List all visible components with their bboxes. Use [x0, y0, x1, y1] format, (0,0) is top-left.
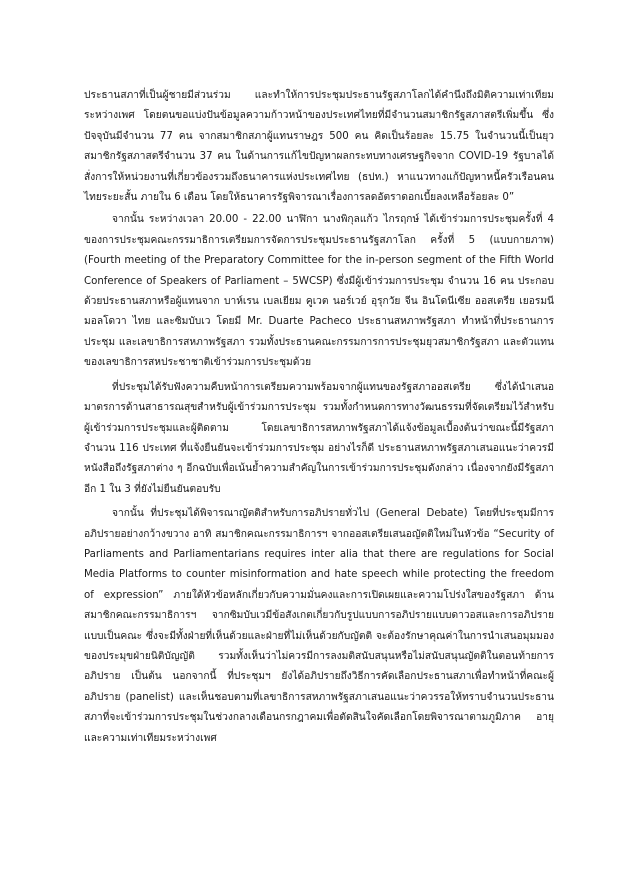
paragraph-3: ที่ประชุมได้รับฟังความคืบหน้าการเตรียมความพร้อมจากผู้แทนของรัฐสภาออสเตรีย ซึ่งได้นำเสนอมาตรการด้านสาธารณสุขสำหรับผู้เข้าร่วมการประชุม รวมทั้งกำหนดการทางวัฒนธรรมที่จัดเตรียมไว้สำหรับผู้เข้าร่วมการประชุมและผู้ติดตาม โดยเลขาธิการสหภาพรัฐสภาได้แจ้งข้อมูลเบื้องต้นว่าขณะนี้มีรัฐสภาจำนวน 116 ประเทศ ที่แจ้งยืนยันจะเข้าร่วมการประชุม อย่างไรก็ดี ประธานสหภาพรัฐสภาเสนอแนะว่าควรมีหนังสือถึงรัฐสภาต่าง ๆ อีกฉบับเพื่อเน้นย้ำความสำคัญในการเข้าร่วมการประชุมดังกล่าว เนื่องจากยังมีรัฐสภาอีก 1 ใน 3 ที่ยังไม่ยืนยันตอบรับ — [84, 381, 554, 495]
paragraph-1: ประธานสภาที่เป็นผู้ชายมีส่วนร่วม และทำให้การประชุมประธานรัฐสภาโลกได้คำนึงถึงมิติความเท่าเทียมระหว่างเพศ โดยตนขอแบ่งปันข้อมูลความก้าวหน้าของประเทศไทยที่มีจำนวนสมาชิกรัฐสภาสตรีเพิ่มขึ้น ซึ่งปัจจุบันมีจำนวน 77 คน จากสมาชิกสภาผู้แทนราษฎร 500 คน คิดเป็นร้อยละ 15.75 ในจำนวนนี้เป็นยุวสมาชิกรัฐสภาสตรีจำนวน 37 คน ในด้านการแก้ไขปัญหาผลกระทบทางเศรษฐกิจจาก COVID-19 รัฐบาลได้สั่งการให้หน่วยงานที่เกี่ยวข้องรวมถึงธนาคารแห่งประเทศไทย (ธปท.) หาแนวทางแก้ปัญหาหนี้ครัวเรือนคนไทยระยะสั้น ภายใน 6 เดือน โดยให้ธนาคารรัฐพิจารณาเรื่องการลดอัตราดอกเบี้ยลงเหลือร้อยละ 0” — [84, 90, 554, 204]
paragraph-2: จากนั้น ระหว่างเวลา 20.00 - 22.00 นาฬิกา นางพิกุลแก้ว ไกรฤกษ์ ได้เข้าร่วมการประชุมครั้งที่ 4 ของการประชุมคณะกรรมาธิการเตรียมการจัดการประชุมประธานรัฐสภาโลก ครั้งที่ 5 (แบบกายภาพ) (Fourth meeting of the Preparatory Committee for the in-person segment of the Fifth World Conference of Speakers of Parliament – 5WCSP) ซึ่งมีผู้เข้าร่วมการประชุม จำนวน 16 คน ประกอบด้วยประธานสภาหรือผู้แทนจาก บาห์เรน เบลเยียม คูเวต นอร์เวย์ อุรุกวัย จีน อินโดนีเซีย ออสเตรีย เยอรมนี มอลโดวา ไทย และซิมบับเว โดยมี Mr. Duarte Pacheco ประธานสหภาพรัฐสภา ทำหน้าที่ประธานการประชุม และเลขาธิการสหภาพรัฐสภา รวมทั้งประธานคณะกรรมการการประชุมยุวสมาชิกรัฐสภา และตัวแทนของเลขาธิการสหประชาชาติเข้าร่วมการประชุมด้วย — [84, 214, 554, 369]
paragraph-4: จากนั้น ที่ประชุมได้พิจารณาญัตติสำหรับการอภิปรายทั่วไป (General Debate) โดยที่ประชุมมีการอภิปรายอย่างกว้างขวาง อาทิ สมาชิกคณะกรรมาธิการฯ จากออสเตรียเสนอญัตติใหม่ในหัวข้อ “Security of Parliaments and Parliamentarians requires inter alia that there are regulations for Social Media Platforms to counter misinformation and hate speech while protecting the freedom of expression” ภายใต้หัวข้อหลักเกี่ยวกับความมั่นคงและการเปิดเผยและความโปร่งใสของรัฐสภา ด้านสมาชิกคณะกรรมาธิการฯ จากซิมบับเวมีข้อสังเกตเกี่ยวกับรูปแบบการอภิปรายแบบดาวอสและการอภิปรายแบบเป็นคณะ ซึ่งจะมีทั้งฝ่ายที่เห็นด้วยและฝ่ายที่ไม่เห็นด้วยกับญัตติ จะต้องรักษาคุณค่าในการนำเสนอมุมมองของประมุขฝ่ายนิติบัญญัติ รวมทั้งเห็นว่าไม่ควรมีการลงมติสนับสนุนหรือไม่สนับสนุนญัตติในตอนท้ายการอภิปราย เป็นต้น นอกจากนี้ ที่ประชุมฯ ยังได้อภิปรายถึงวิธีการคัดเลือกประธานสภาเพื่อทำหน้าที่คณะผู้อภิปราย (panelist) และเห็นชอบตามที่เลขาธิการสหภาพรัฐสภาเสนอแนะว่าควรรอให้ทราบจำนวนประธานสภาที่จะเข้าร่วมการประชุมในช่วงกลางเดือนกรกฎาคมเพื่อตัดสินใจคัดเลือกโดยพิจารณาตามภูมิภาค อายุ และความเท่าเทียมระหว่างเพศ — [84, 508, 554, 744]
document-body — [84, 86, 554, 749]
